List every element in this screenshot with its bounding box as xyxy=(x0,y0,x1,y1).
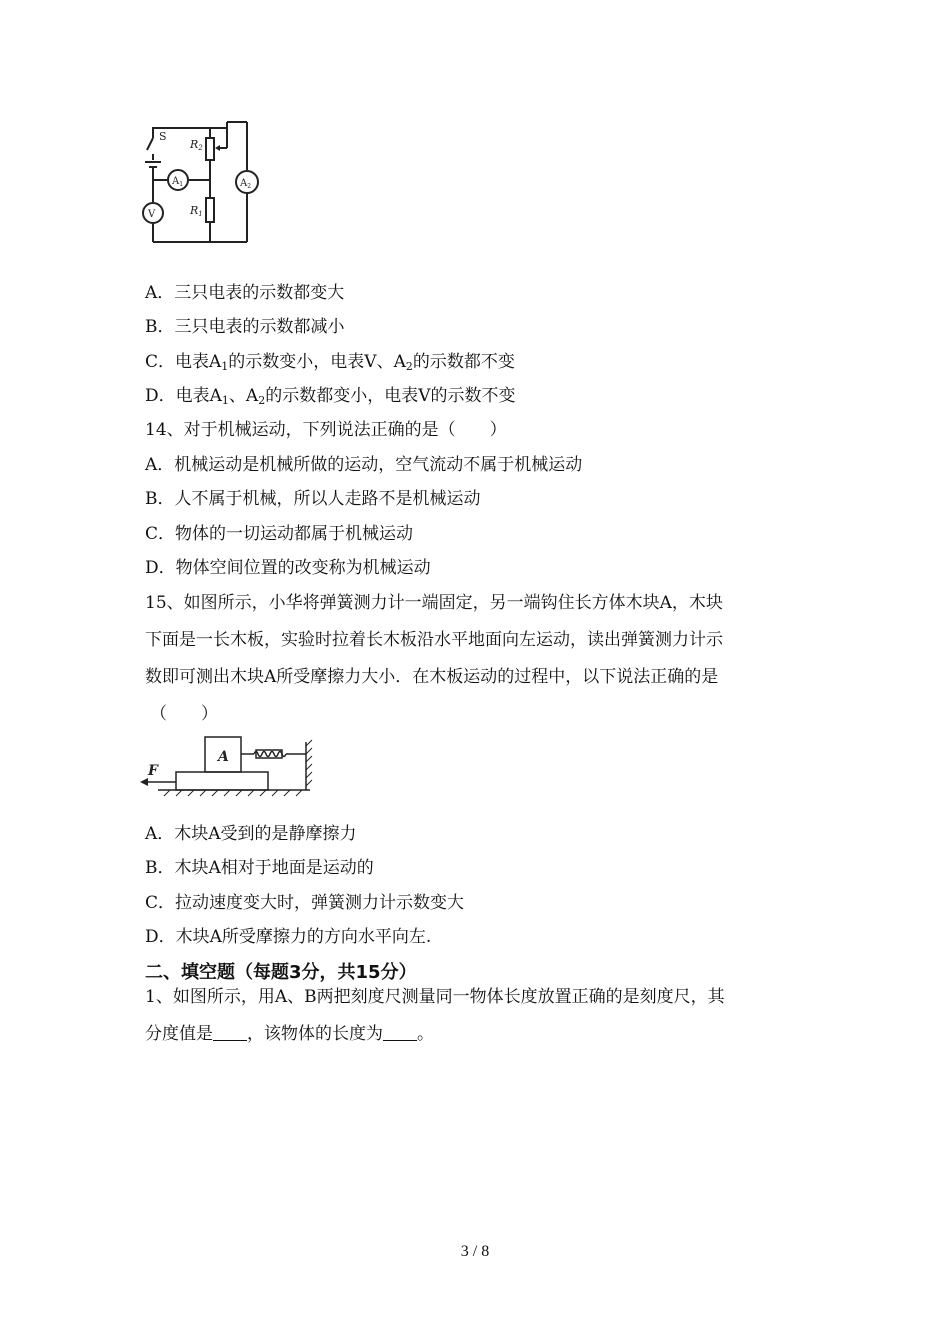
svg-text:R1: R1 xyxy=(190,204,203,218)
r2-label: R xyxy=(190,138,199,151)
v-label: V xyxy=(148,209,156,220)
fill1-line-1: 1、如图所示，用A、B两把刻度尺测量同一物体长度放置正确的是刻度尺，其 xyxy=(145,987,725,1007)
q13-option-d: D．电表$A_1$、$A_2$的示数都变小，电表V的示数不变 xyxy=(145,386,516,407)
block-spring-figure xyxy=(138,732,318,802)
q14-stem: 14、对于机械运动，下列说法正确的是（ ） xyxy=(145,420,507,440)
block-a-label: A xyxy=(218,749,229,765)
r1-label: R xyxy=(190,204,199,217)
svg-text:R2: R2 xyxy=(190,138,203,152)
q15-option-d: D．木块A所受摩擦力的方向水平向左. xyxy=(145,927,432,947)
q14-option-b: B．人不属于机械，所以人走路不是机械运动 xyxy=(145,489,481,509)
q15-stem-line-2: 下面是一长木板，实验时拉着长木板沿水平地面向左运动，读出弹簧测力计示 xyxy=(145,630,723,650)
force-f-label: F xyxy=(148,763,158,779)
svg-text:A1: $A_1$ xyxy=(172,176,184,188)
switch-label: S xyxy=(159,130,167,143)
svg-text:A2: $A_2$ xyxy=(240,178,252,190)
a2-label: A xyxy=(240,178,248,189)
q14-option-d: D．物体空间位置的改变称为机械运动 xyxy=(145,558,431,578)
fill1-line-2: 分度值是 ，该物体的长度为 。 xyxy=(145,1024,434,1044)
q15-stem-line-4: （ ） xyxy=(150,704,218,724)
circuit-figure xyxy=(135,118,265,248)
section-2-title: 二、填空题（每题3分，共15分） xyxy=(145,962,417,983)
q15-stem-line-3: 数即可测出木块A所受摩擦力大小．在木板运动的过程中，以下说法正确的是 xyxy=(145,667,719,687)
a1-label: A xyxy=(172,176,180,187)
answer-blank-2[interactable] xyxy=(383,1024,417,1041)
answer-blank-1[interactable] xyxy=(213,1024,247,1041)
q15-stem-line-1: 15、如图所示，小华将弹簧测力计一端固定，另一端钩住长方体木块A，木块 xyxy=(145,593,723,613)
q15-option-b: B．木块A相对于地面是运动的 xyxy=(145,858,374,878)
page-number: 3 / 8 xyxy=(460,1243,490,1260)
q13-option-a: A．三只电表的示数都变大 xyxy=(145,283,345,303)
q13-option-b: B．三只电表的示数都减小 xyxy=(145,317,345,337)
q14-option-a: A．机械运动是机械所做的运动，空气流动不属于机械运动 xyxy=(145,455,583,475)
q14-option-c: C．物体的一切运动都属于机械运动 xyxy=(145,524,414,544)
q15-option-c: C．拉动速度变大时，弹簧测力计示数变大 xyxy=(145,893,465,913)
q15-option-a: A．木块A受到的是静摩擦力 xyxy=(145,824,357,844)
q13-option-c: C．电表$A_1$的示数变小，电表V、$A_2$的示数都不变 xyxy=(145,352,515,373)
